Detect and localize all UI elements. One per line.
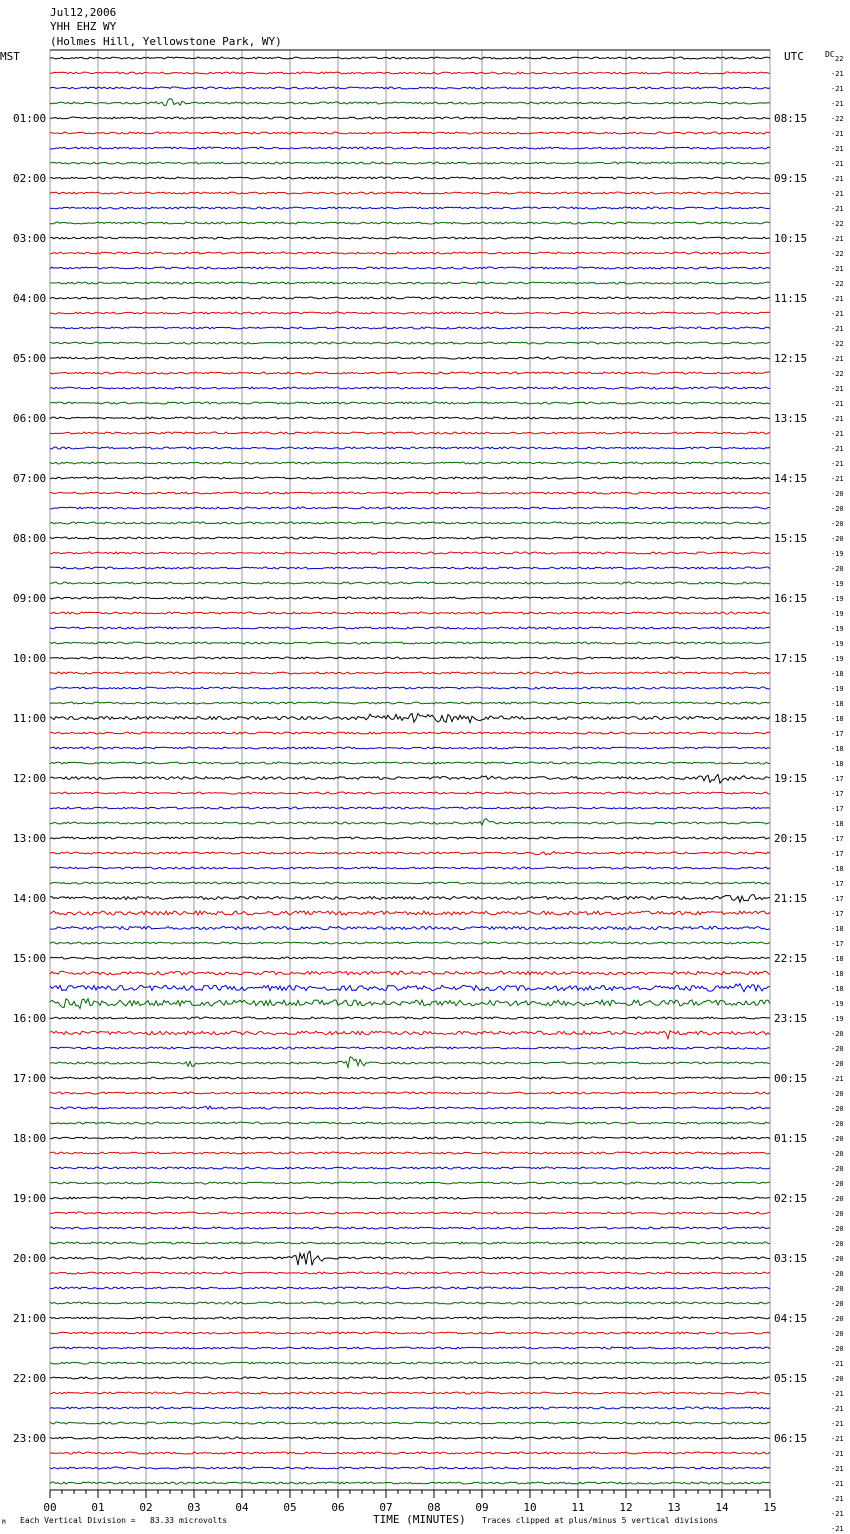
utc-hour-label: 10:15 bbox=[774, 232, 808, 245]
trace-row-23 bbox=[50, 402, 770, 404]
dc-offset-label: -21 bbox=[831, 70, 844, 78]
trace-row-43 bbox=[50, 702, 770, 704]
trace-row-74 bbox=[50, 1167, 770, 1169]
trace-row-42 bbox=[50, 687, 770, 689]
dc-offset-label: -21 bbox=[831, 1450, 844, 1458]
trace-row-62 bbox=[50, 984, 770, 992]
trace-row-35 bbox=[50, 582, 770, 584]
dc-offset-label: -21 bbox=[831, 1465, 844, 1473]
trace-row-3 bbox=[50, 99, 770, 106]
x-tick-label: 14 bbox=[715, 1501, 729, 1514]
mst-hour-label: 07:00 bbox=[13, 472, 47, 485]
mst-hour-label: 02:00 bbox=[13, 172, 47, 185]
trace-row-22 bbox=[50, 387, 770, 389]
trace-row-50 bbox=[50, 807, 770, 809]
trace-row-86 bbox=[50, 1347, 770, 1349]
trace-row-47 bbox=[50, 762, 770, 764]
dc-offset-label: -21 bbox=[831, 130, 844, 138]
mst-hour-label: 21:00 bbox=[13, 1312, 47, 1325]
dc-offset-label: -20 bbox=[831, 520, 844, 528]
dc-offset-label: -22 bbox=[831, 115, 844, 123]
utc-hour-label: 01:15 bbox=[774, 1132, 808, 1145]
dc-offset-label: -19 bbox=[831, 625, 844, 633]
trace-row-21 bbox=[50, 372, 770, 374]
x-tick-label: 13 bbox=[667, 1501, 681, 1514]
dc-offset-label: -22 bbox=[831, 370, 844, 378]
mst-hour-label: 16:00 bbox=[13, 1012, 47, 1025]
x-tick-label: 00 bbox=[43, 1501, 57, 1514]
x-tick-label: 09 bbox=[475, 1501, 489, 1514]
trace-row-85 bbox=[50, 1332, 770, 1334]
x-tick-label: 11 bbox=[571, 1501, 585, 1514]
clip-note: Traces clipped at plus/minus 5 vertical divisions bbox=[482, 1516, 719, 1525]
dc-offset-label: -21 bbox=[831, 1390, 844, 1398]
trace-row-78 bbox=[50, 1227, 770, 1229]
dc-offset-label: -21 bbox=[831, 430, 844, 438]
trace-row-0 bbox=[50, 57, 770, 59]
dc-offset-label: 22 bbox=[835, 55, 844, 63]
dc-offset-label: -19 bbox=[831, 580, 844, 588]
dc-offset-label: -20 bbox=[831, 1090, 844, 1098]
mst-hour-label: 15:00 bbox=[13, 952, 47, 965]
trace-row-19 bbox=[50, 342, 770, 344]
dc-offset-label: -22 bbox=[831, 220, 844, 228]
dc-offset-label: -20 bbox=[831, 1345, 844, 1353]
trace-row-15 bbox=[50, 282, 770, 284]
trace-row-9 bbox=[50, 192, 770, 194]
utc-hour-label: 13:15 bbox=[774, 412, 808, 425]
trace-row-44 bbox=[50, 714, 770, 723]
dc-offset-label: -20 bbox=[831, 1165, 844, 1173]
dc-offset-label: -21 bbox=[831, 400, 844, 408]
trace-row-53 bbox=[50, 852, 770, 855]
mst-hour-label: 17:00 bbox=[13, 1072, 47, 1085]
dc-offset-label: -21 bbox=[831, 265, 844, 273]
dc-offset-label: -20 bbox=[831, 1195, 844, 1203]
utc-hour-label: 09:15 bbox=[774, 172, 808, 185]
x-tick-label: 10 bbox=[523, 1501, 537, 1514]
trace-row-8 bbox=[50, 177, 770, 179]
trace-row-20 bbox=[50, 357, 770, 359]
dc-offset-label: -19 bbox=[831, 1015, 844, 1023]
trace-row-77 bbox=[50, 1212, 770, 1214]
utc-hour-label: 06:15 bbox=[774, 1432, 808, 1445]
trace-row-46 bbox=[50, 747, 770, 749]
trace-row-7 bbox=[50, 162, 770, 164]
trace-row-63 bbox=[50, 999, 770, 1009]
dc-offset-label: -17 bbox=[831, 880, 844, 888]
dc-offset-label: -17 bbox=[831, 775, 844, 783]
dc-offset-label: -17 bbox=[831, 805, 844, 813]
dc-offset-label: -20 bbox=[831, 1300, 844, 1308]
dc-offset-label: -21 bbox=[831, 1525, 844, 1533]
dc-offset-label: -20 bbox=[831, 1270, 844, 1278]
utc-hour-label: 12:15 bbox=[774, 352, 808, 365]
utc-hour-label: 22:15 bbox=[774, 952, 808, 965]
dc-offset-label: -21 bbox=[831, 460, 844, 468]
dc-offset-label: -20 bbox=[831, 535, 844, 543]
dc-offset-label: -21 bbox=[831, 175, 844, 183]
dc-offset-label: -18 bbox=[831, 985, 844, 993]
trace-row-88 bbox=[50, 1377, 770, 1379]
dc-offset-label: -21 bbox=[831, 415, 844, 423]
trace-row-34 bbox=[50, 567, 770, 569]
x-axis-title: TIME (MINUTES) bbox=[373, 1513, 466, 1526]
dc-offset-label: -17 bbox=[831, 910, 844, 918]
trace-row-48 bbox=[50, 775, 770, 784]
dc-offset-label: -18 bbox=[831, 745, 844, 753]
header-station: YHH EHZ WY bbox=[50, 20, 117, 33]
trace-row-51 bbox=[50, 819, 770, 826]
mst-hour-label: 05:00 bbox=[13, 352, 47, 365]
trace-row-4 bbox=[50, 117, 770, 119]
header-location: (Holmes Hill, Yellowstone Park, WY) bbox=[50, 35, 282, 48]
dc-offset-label: -21 bbox=[831, 160, 844, 168]
utc-hour-label: 14:15 bbox=[774, 472, 808, 485]
trace-row-82 bbox=[50, 1287, 770, 1289]
dc-offset-labels bbox=[831, 55, 844, 1534]
trace-row-83 bbox=[50, 1302, 770, 1304]
dc-offset-label: -20 bbox=[831, 1045, 844, 1053]
header-date: Jul12,2006 bbox=[50, 6, 117, 19]
trace-row-26 bbox=[50, 447, 770, 449]
dc-offset-label: -17 bbox=[831, 895, 844, 903]
dc-offset-label: -21 bbox=[831, 1405, 844, 1413]
dc-offset-label: -19 bbox=[831, 1000, 844, 1008]
x-tick-label: 02 bbox=[139, 1501, 153, 1514]
trace-row-11 bbox=[50, 222, 770, 224]
dc-offset-label: -21 bbox=[831, 205, 844, 213]
trace-row-66 bbox=[50, 1047, 770, 1049]
utc-hour-label: 02:15 bbox=[774, 1192, 808, 1205]
utc-hour-label: 00:15 bbox=[774, 1072, 808, 1085]
x-tick-label: 05 bbox=[283, 1501, 297, 1514]
dc-offset-label: -18 bbox=[831, 925, 844, 933]
time-grid bbox=[50, 50, 770, 1493]
mst-hour-label: 22:00 bbox=[13, 1372, 47, 1385]
trace-row-29 bbox=[50, 492, 770, 494]
trace-row-71 bbox=[50, 1122, 770, 1124]
mst-hour-label: 13:00 bbox=[13, 832, 47, 845]
x-tick-label: 03 bbox=[187, 1501, 201, 1514]
dc-offset-label: -21 bbox=[831, 190, 844, 198]
mst-hour-label: 08:00 bbox=[13, 532, 47, 545]
dc-offset-label: -19 bbox=[831, 610, 844, 618]
trace-row-33 bbox=[50, 552, 770, 554]
dc-offset-label: -21 bbox=[831, 1075, 844, 1083]
dc-offset-label: -19 bbox=[831, 640, 844, 648]
trace-row-67 bbox=[50, 1057, 770, 1068]
mst-hour-label: 18:00 bbox=[13, 1132, 47, 1145]
dc-offset-label: -21 bbox=[831, 325, 844, 333]
dc-offset-label: -21 bbox=[831, 445, 844, 453]
trace-row-54 bbox=[50, 867, 770, 869]
utc-hour-label: 20:15 bbox=[774, 832, 808, 845]
dc-offset-label: -20 bbox=[831, 1135, 844, 1143]
trace-row-91 bbox=[50, 1422, 770, 1424]
trace-row-70 bbox=[50, 1106, 770, 1109]
dc-offset-label: -19 bbox=[831, 655, 844, 663]
trace-row-79 bbox=[50, 1242, 770, 1244]
dc-offset-label: -17 bbox=[831, 940, 844, 948]
trace-row-76 bbox=[50, 1197, 770, 1199]
trace-row-68 bbox=[50, 1077, 770, 1079]
utc-hour-label: 21:15 bbox=[774, 892, 808, 905]
trace-row-45 bbox=[50, 732, 770, 734]
dc-offset-label: -20 bbox=[831, 1030, 844, 1038]
mst-hour-label: 03:00 bbox=[13, 232, 47, 245]
mst-hour-label: 04:00 bbox=[13, 292, 47, 305]
trace-row-6 bbox=[50, 147, 770, 149]
trace-row-90 bbox=[50, 1407, 770, 1409]
dc-offset-label: -20 bbox=[831, 565, 844, 573]
trace-row-40 bbox=[50, 657, 770, 659]
trace-row-95 bbox=[50, 1482, 770, 1484]
trace-row-13 bbox=[50, 252, 770, 254]
trace-row-89 bbox=[50, 1392, 770, 1394]
dc-offset-label: -17 bbox=[831, 790, 844, 798]
trace-row-58 bbox=[50, 926, 770, 929]
dc-offset-label: -19 bbox=[831, 595, 844, 603]
trace-row-32 bbox=[50, 537, 770, 539]
trace-row-73 bbox=[50, 1152, 770, 1154]
trace-row-52 bbox=[50, 837, 770, 839]
mst-hour-label: 23:00 bbox=[13, 1432, 47, 1445]
dc-offset-label: -21 bbox=[831, 85, 844, 93]
trace-row-56 bbox=[50, 895, 770, 902]
mst-hour-label: 06:00 bbox=[13, 412, 47, 425]
trace-row-94 bbox=[50, 1467, 770, 1469]
trace-row-28 bbox=[50, 477, 770, 479]
trace-row-84 bbox=[50, 1317, 770, 1319]
utc-hour-label: 18:15 bbox=[774, 712, 808, 725]
dc-offset-label: -18 bbox=[831, 820, 844, 828]
trace-row-64 bbox=[50, 1017, 770, 1019]
dc-offset-label: -20 bbox=[831, 1240, 844, 1248]
dc-offset-label: -20 bbox=[831, 1180, 844, 1188]
trace-row-65 bbox=[50, 1031, 770, 1039]
trace-row-60 bbox=[50, 957, 770, 959]
utc-hour-label: 16:15 bbox=[774, 592, 808, 605]
trace-row-25 bbox=[50, 432, 770, 434]
mst-hour-label: 09:00 bbox=[13, 592, 47, 605]
dc-offset-label: -21 bbox=[831, 100, 844, 108]
mst-hour-label: 11:00 bbox=[13, 712, 47, 725]
utc-hour-label: 04:15 bbox=[774, 1312, 808, 1325]
trace-row-31 bbox=[50, 522, 770, 524]
dc-offset-label: -21 bbox=[831, 355, 844, 363]
dc-offset-label: -20 bbox=[831, 1255, 844, 1263]
dc-offset-label: -21 bbox=[831, 1510, 844, 1518]
trace-row-49 bbox=[50, 792, 770, 794]
dc-offset-label: -21 bbox=[831, 1360, 844, 1368]
dc-offset-label: -20 bbox=[831, 1060, 844, 1068]
utc-hour-label: 17:15 bbox=[774, 652, 808, 665]
x-tick-label: 07 bbox=[379, 1501, 393, 1514]
x-axis bbox=[43, 1490, 776, 1514]
dc-offset-label: -20 bbox=[831, 1315, 844, 1323]
dc-offset-label: -20 bbox=[831, 1105, 844, 1113]
trace-row-24 bbox=[50, 417, 770, 419]
trace-row-92 bbox=[50, 1437, 770, 1439]
trace-row-18 bbox=[50, 327, 770, 329]
trace-row-72 bbox=[50, 1137, 770, 1139]
dc-offset-label: -18 bbox=[831, 955, 844, 963]
trace-row-81 bbox=[50, 1272, 770, 1274]
dc-offset-label: -18 bbox=[831, 760, 844, 768]
dc-offset-label: -19 bbox=[831, 685, 844, 693]
trace-row-5 bbox=[50, 132, 770, 134]
dc-offset-label: -20 bbox=[831, 1225, 844, 1233]
trace-row-16 bbox=[50, 297, 770, 299]
x-tick-label: 08 bbox=[427, 1501, 441, 1514]
dc-offset-label: -20 bbox=[831, 505, 844, 513]
dc-label: DC bbox=[825, 50, 835, 59]
dc-offset-label: -21 bbox=[831, 145, 844, 153]
trace-row-30 bbox=[50, 507, 770, 509]
dc-offset-label: -20 bbox=[831, 1120, 844, 1128]
dc-offset-label: -18 bbox=[831, 970, 844, 978]
mst-hour-label: 19:00 bbox=[13, 1192, 47, 1205]
x-tick-label: 04 bbox=[235, 1501, 249, 1514]
x-tick-label: 01 bbox=[91, 1501, 105, 1514]
right-timezone-label: UTC bbox=[784, 50, 804, 63]
dc-offset-label: -17 bbox=[831, 850, 844, 858]
utc-hour-label: 05:15 bbox=[774, 1372, 808, 1385]
x-tick-label: 15 bbox=[763, 1501, 777, 1514]
x-tick-label: 06 bbox=[331, 1501, 345, 1514]
trace-row-41 bbox=[50, 672, 770, 674]
dc-offset-label: -18 bbox=[831, 865, 844, 873]
left-timezone-label: MST bbox=[0, 50, 20, 63]
dc-offset-label: -21 bbox=[831, 1435, 844, 1443]
dc-offset-label: -22 bbox=[831, 280, 844, 288]
trace-row-10 bbox=[50, 207, 770, 209]
mst-hour-label: 12:00 bbox=[13, 772, 47, 785]
trace-row-93 bbox=[50, 1452, 770, 1454]
dc-offset-label: -20 bbox=[831, 490, 844, 498]
trace-row-59 bbox=[50, 942, 770, 944]
trace-row-1 bbox=[50, 72, 770, 74]
dc-offset-label: -18 bbox=[831, 670, 844, 678]
dc-offset-label: -21 bbox=[831, 1495, 844, 1503]
utc-hour-label: 19:15 bbox=[774, 772, 808, 785]
trace-row-57 bbox=[50, 911, 770, 915]
utc-hour-label: 15:15 bbox=[774, 532, 808, 545]
dc-offset-label: -21 bbox=[831, 475, 844, 483]
dc-offset-label: -20 bbox=[831, 1210, 844, 1218]
mst-hour-label: 20:00 bbox=[13, 1252, 47, 1265]
trace-group bbox=[50, 57, 770, 1484]
dc-offset-label: -21 bbox=[831, 235, 844, 243]
utc-hour-label: 08:15 bbox=[774, 112, 808, 125]
trace-row-27 bbox=[50, 462, 770, 464]
utc-hour-label: 03:15 bbox=[774, 1252, 808, 1265]
trace-row-38 bbox=[50, 627, 770, 629]
trace-row-17 bbox=[50, 312, 770, 314]
mst-hour-label: 01:00 bbox=[13, 112, 47, 125]
dc-offset-label: -21 bbox=[831, 1420, 844, 1428]
utc-hour-label: 11:15 bbox=[774, 292, 808, 305]
corner-mark: M bbox=[2, 1519, 6, 1526]
trace-row-87 bbox=[50, 1362, 770, 1364]
dc-offset-label: -21 bbox=[831, 310, 844, 318]
dc-offset-label: -20 bbox=[831, 1375, 844, 1383]
dc-offset-label: -20 bbox=[831, 1285, 844, 1293]
dc-offset-label: -18 bbox=[831, 700, 844, 708]
dc-offset-label: -20 bbox=[831, 1150, 844, 1158]
trace-row-37 bbox=[50, 612, 770, 614]
dc-offset-label: -17 bbox=[831, 730, 844, 738]
dc-offset-label: -22 bbox=[831, 250, 844, 258]
trace-row-39 bbox=[50, 642, 770, 644]
dc-offset-label: -19 bbox=[831, 550, 844, 558]
dc-offset-label: -17 bbox=[831, 835, 844, 843]
dc-offset-label: -22 bbox=[831, 340, 844, 348]
dc-offset-label: -20 bbox=[831, 1330, 844, 1338]
trace-row-75 bbox=[50, 1182, 770, 1184]
trace-row-80 bbox=[50, 1251, 770, 1265]
dc-offset-label: -21 bbox=[831, 1480, 844, 1488]
trace-row-36 bbox=[50, 597, 770, 599]
trace-row-61 bbox=[50, 971, 770, 975]
trace-row-12 bbox=[50, 237, 770, 239]
mst-hour-label: 14:00 bbox=[13, 892, 47, 905]
trace-row-2 bbox=[50, 87, 770, 89]
trace-row-14 bbox=[50, 267, 770, 269]
utc-hour-label: 23:15 bbox=[774, 1012, 808, 1025]
mst-hour-label: 10:00 bbox=[13, 652, 47, 665]
dc-offset-label: -21 bbox=[831, 385, 844, 393]
trace-row-69 bbox=[50, 1092, 770, 1094]
dc-offset-label: -21 bbox=[831, 295, 844, 303]
x-tick-label: 12 bbox=[619, 1501, 633, 1514]
dc-offset-label: -18 bbox=[831, 715, 844, 723]
scale-note: Each Vertical Division = 83.33 microvolts bbox=[20, 1516, 228, 1525]
trace-row-55 bbox=[50, 882, 770, 884]
